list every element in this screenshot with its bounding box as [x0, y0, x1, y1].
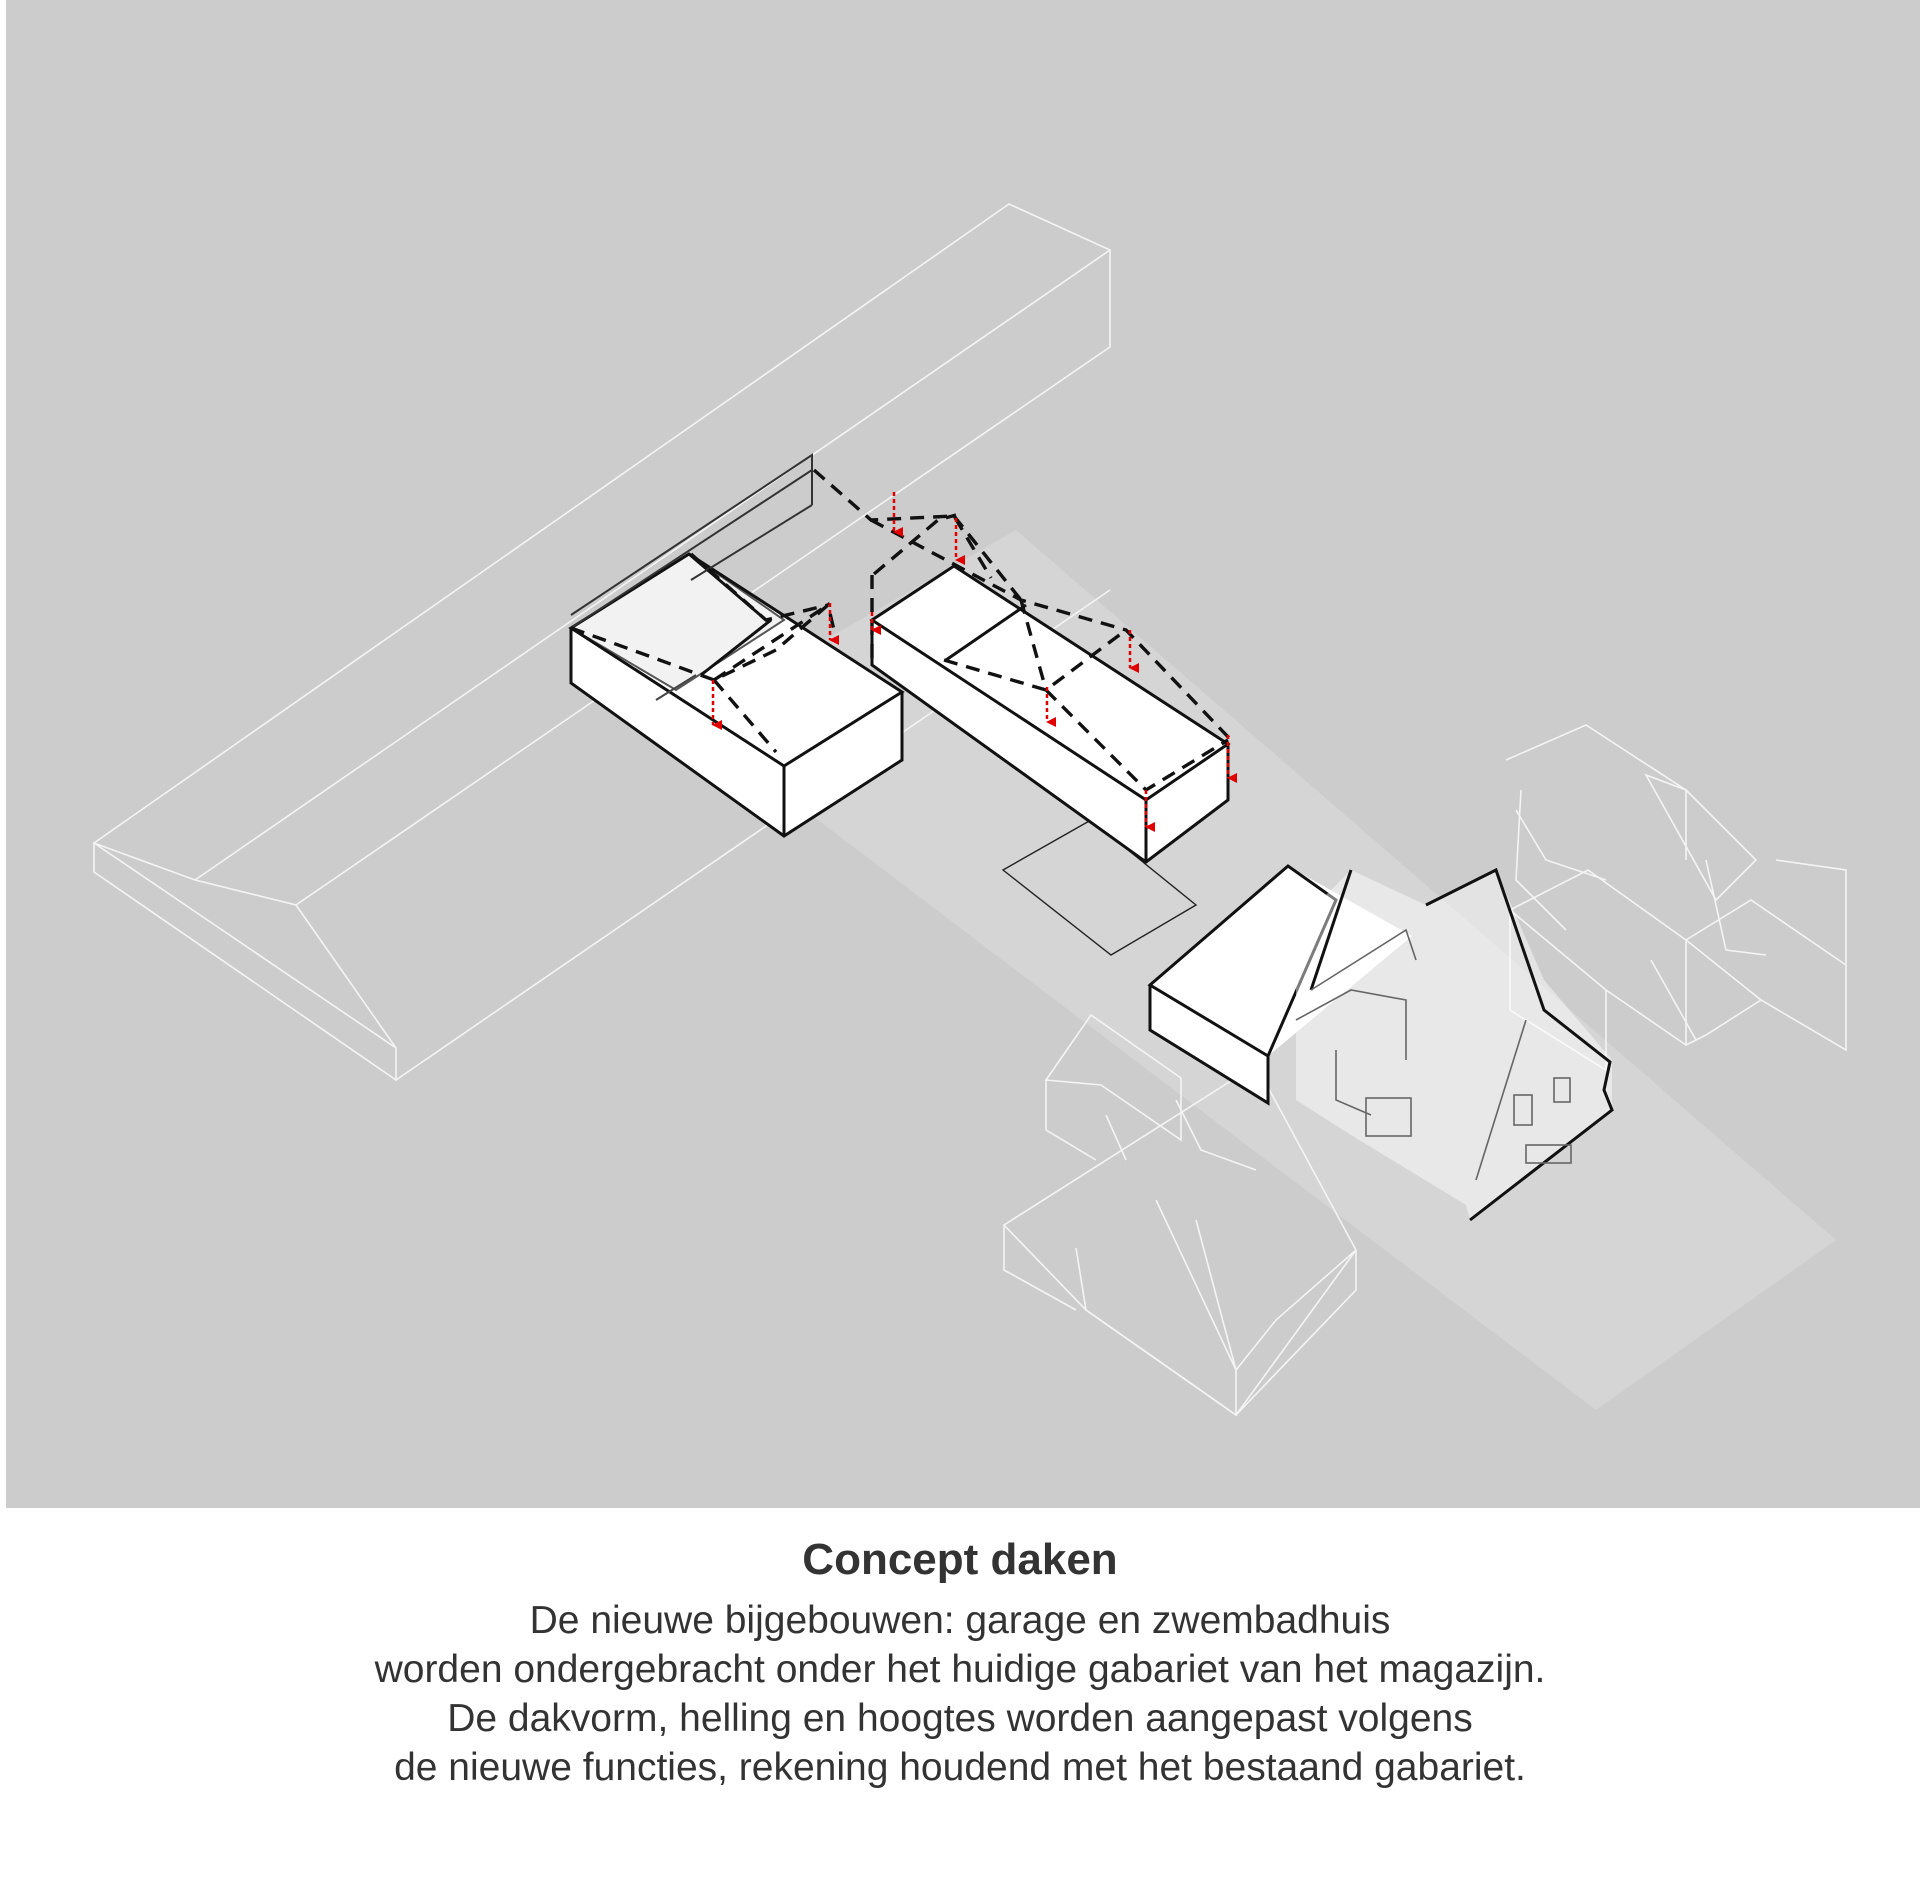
caption-title: Concept daken: [802, 1535, 1118, 1584]
caption: [0, 1520, 1920, 1792]
caption-line: worden ondergebracht onder het huidige gabariet van het magazijn.: [374, 1648, 1546, 1691]
caption-line: De nieuwe bijgebouwen: garage en zwembadhuis: [529, 1599, 1391, 1642]
caption-line: de nieuwe functies, rekening houdend met het bestaand gabariet.: [394, 1746, 1526, 1789]
roof-concept-diagram: [6, 0, 1920, 1508]
caption-line: De dakvorm, helling en hoogtes worden aangepast volgens: [447, 1697, 1473, 1740]
caption-body: [0, 1596, 1920, 1792]
